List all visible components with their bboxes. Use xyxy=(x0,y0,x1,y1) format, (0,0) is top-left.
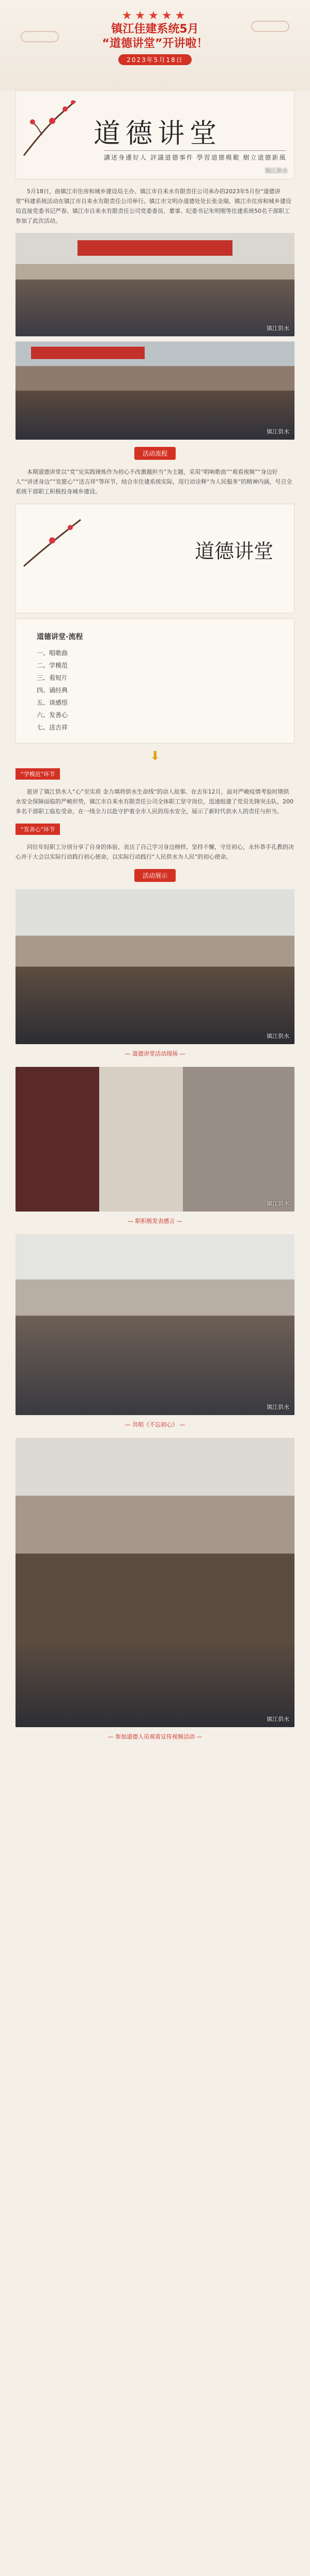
tag-label: “发善心”环节 xyxy=(16,824,60,835)
photo-caption: — 参加道德人员观看宣传视频活动 — xyxy=(0,1732,310,1741)
program-cover-card xyxy=(16,504,295,613)
program-item: 六、发善心 xyxy=(37,711,68,719)
section-tag-review xyxy=(0,869,310,882)
hero-header xyxy=(0,0,310,90)
watermark: 镇江供水 xyxy=(267,428,289,435)
tag-label: “学模范”环节 xyxy=(16,768,60,780)
event-photo xyxy=(16,233,295,336)
event-photo xyxy=(16,1234,295,1415)
watermark: 镇江供水 xyxy=(267,1200,289,1207)
hero-title-line1: 镇江佳建系统5月 xyxy=(111,23,199,36)
tag-heart xyxy=(16,824,295,835)
event-photo xyxy=(16,1438,295,1727)
watermark: 镇江供水 xyxy=(265,167,288,174)
section-label: 活动展示 xyxy=(134,869,176,882)
plum-branch-icon xyxy=(21,509,83,571)
plum-branch-icon xyxy=(21,96,78,158)
moral-lecture-banner xyxy=(16,90,295,179)
hero-title-line2: “道德讲堂”开讲啦！ xyxy=(102,37,208,50)
program-cover-title: 道德讲堂 xyxy=(194,540,273,563)
banner-title: 道德讲堂 xyxy=(94,118,222,149)
watermark: 镇江供水 xyxy=(267,325,289,332)
cloud-ornament xyxy=(21,31,59,42)
stage-banner xyxy=(31,347,145,359)
program-item: 四、诵经典 xyxy=(37,687,68,694)
photo-caption: — 道德讲堂活动现场 — xyxy=(0,1049,310,1058)
date-badge: 2023年5月18日 xyxy=(118,54,191,65)
photo-caption: — 共唱《不忘初心》 — xyxy=(0,1420,310,1429)
star-row-icon: ★★★★★ xyxy=(121,9,189,22)
program-item: 二、学模范 xyxy=(37,662,68,669)
speaker-photo xyxy=(16,1067,295,1212)
activity-paragraph: 本期道德讲堂以“党”见实践锤炼作为初心不改激越担当”为主题，采用“唱响歌曲”“观看视频”“身边好人”“讲述身边”“发愿心”“送吉祥”等环节，结合市住建系统实际，用行动诠释“为人民服务”的精神内涵，号召全系统干部职工积极投身城乡建设。 xyxy=(16,469,292,495)
intro-paragraph: 5月18日，曲镇江市住房和城乡建设局主办、镇江市自来水有限责任公司承办的2023年5月份“道德讲堂”科建系统活动在镇江市自来水有限责任公司举行。镇江市文明办道德处处长张金瑞、镇江市住房和城乡建设局直接党委书记严春、镇江市自来水有限责任公司党委委员、董事、纪委书记朱明刚等住建系统50名干部职工参加了此次活动。 xyxy=(16,188,291,224)
watermark: 镇江供水 xyxy=(267,1716,289,1722)
program-item: 五、谈感悟 xyxy=(37,699,68,706)
event-photo xyxy=(16,342,295,440)
down-arrow-icon: ⬇ xyxy=(149,749,161,763)
program-item: 三、看短片 xyxy=(37,674,68,681)
tag-learn xyxy=(16,768,295,780)
program-item: 七、送吉祥 xyxy=(37,724,68,731)
watermark: 镇江供水 xyxy=(267,1404,289,1410)
program-item: 一、唱歌曲 xyxy=(37,649,68,657)
program-list xyxy=(37,647,68,734)
banner-subtitle: 講述身邊好人 評議道德事件 學習道德模範 樹立道德新風 xyxy=(104,150,286,162)
program-list-card xyxy=(16,618,295,743)
section-tag-activity xyxy=(0,447,310,460)
heart-paragraph: 同位年轻职工分别分享了自身的体验，表达了自己学习身边榜样，坚持不懈，守住初心，永怀恭手孔教的决心并于大会以实际行动践行初心使命，以实际行动践行“人民供水为人民”的初心使命。 xyxy=(16,844,294,860)
watermark: 镇江供水 xyxy=(267,1033,289,1039)
stage-banner xyxy=(78,240,233,256)
photo-caption: — 职积极发表感言 — xyxy=(0,1217,310,1225)
program-title: 道德讲堂·流程 xyxy=(37,633,83,641)
section-label: 活动流程 xyxy=(134,447,176,460)
learn-paragraph: 旅讲了镇江供水人“心”至实质 金力填将供水生命线“的动人故事。在去年12月，面对严峻疫情考验时期供水安全保障面临的严峻形势，镇江市自来水有限责任公司全体职工坚守岗位，迅速组建了党员先锋突击队，200多名干部职工临危受命，在一线全力以赴守护着全市人民的用水安全，展示了新时代供水人的责任与担当。 xyxy=(16,788,293,815)
event-photo xyxy=(16,889,295,1044)
cloud-ornament xyxy=(251,21,289,32)
